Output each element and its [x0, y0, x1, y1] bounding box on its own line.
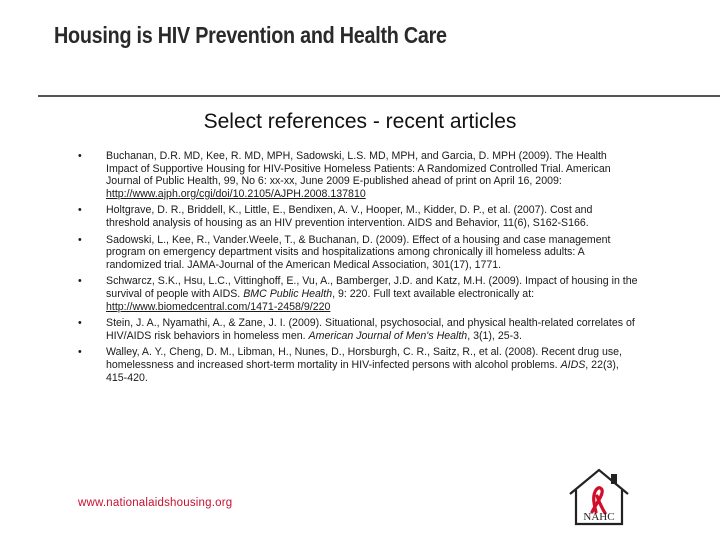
house-roof [570, 470, 628, 494]
reference-link[interactable]: http://www.ajph.org/cgi/doi/10.2105/AJPH.2008.137810 [106, 187, 366, 200]
bullet: • [78, 317, 82, 330]
reference-text: Walley, A. Y., Cheng, D. M., Libman, H., Nunes, D., Horsburgh, C. R., Saitz, R., et al. (2008). Recent drug use, homelessness and increased short-term mortality in HIV-infected persons with alcohol problems. [106, 346, 622, 371]
reference-item [78, 275, 638, 313]
reference-text-tail: , 22(3), 415-420. [106, 358, 619, 384]
footer-website-link[interactable]: www.nationalaidshousing.org [78, 497, 233, 509]
reference-link[interactable]: http://www.biomedcentral.com/1471-2458/9/220 [106, 300, 331, 313]
reference-item [78, 150, 638, 200]
reference-item [78, 234, 638, 272]
reference-text: Sadowski, L., Kee, R., Vander.Weele, T., & Buchanan, D. (2009). Effect of a housing and case management program on emergency department visits and hospitalizations among chronically ill homeless adults: A randomized trial. JAMA-Journal of the American Medical Association, 301(17), 1771. [106, 233, 611, 271]
bullet: • [78, 150, 82, 162]
journal-name: AIDS [560, 358, 586, 371]
journal-name: American Journal of Men's Health [308, 329, 468, 342]
bullet: • [78, 346, 82, 359]
bullet: • [78, 275, 82, 288]
reference-text-tail: , 3(1), 25-3. [467, 329, 522, 342]
reference-item [78, 346, 638, 384]
header-divider [38, 95, 720, 97]
slide-title: Select references - recent articles [203, 110, 517, 133]
reference-item [78, 317, 638, 342]
reference-text: Holtgrave, D. R., Briddell, K., Little, E., Bendixen, A. V., Hooper, M., Kidder, D. P., et al. (2007). Cost and threshold analysis of housing as an HIV prevention intervention. AIDS and Behavior, 11(6), S162-S166. [106, 204, 593, 229]
house-chimney [611, 474, 617, 484]
reference-text: Buchanan, D.R. MD, Kee, R. MD, MPH, Sadowski, L.S. MD, MPH, and Garcia, D. MPH (2009). The Health Impact of Supportive Housing for HIV-Positive Homeless Patients: A Randomized Controlled Trial. American Journal of Public Health, 99, No 6: xx-xx, June 2009 E-published ahead of print on April 16, 2009: [106, 150, 611, 188]
nahc-logo-icon [566, 466, 632, 528]
reference-text: Stein, J. A., Nyamathi, A., & Zane, J. I. (2009). Situational, psychosocial, and physical health-related correlates of HIV/AIDS risk behaviors in homeless men. [106, 317, 635, 342]
banner-title: Housing is HIV Prevention and Health Care [54, 22, 447, 48]
reference-list [78, 150, 638, 388]
journal-name: BMC Public Health [243, 287, 333, 300]
reference-item [78, 204, 638, 229]
reference-text: Schwarcz, S.K., Hsu, L.C., Vittinghoff, E., Vu, A., Bamberger, J.D. and Katz, M.H. (2009). Impact of housing in the survival of people with AIDS. [106, 275, 638, 300]
reference-text-tail: , 9: 220. Full text available electronically at: [332, 287, 535, 300]
bullet: • [78, 233, 82, 246]
logo-text: NAHC [583, 511, 615, 523]
bullet: • [78, 204, 82, 217]
